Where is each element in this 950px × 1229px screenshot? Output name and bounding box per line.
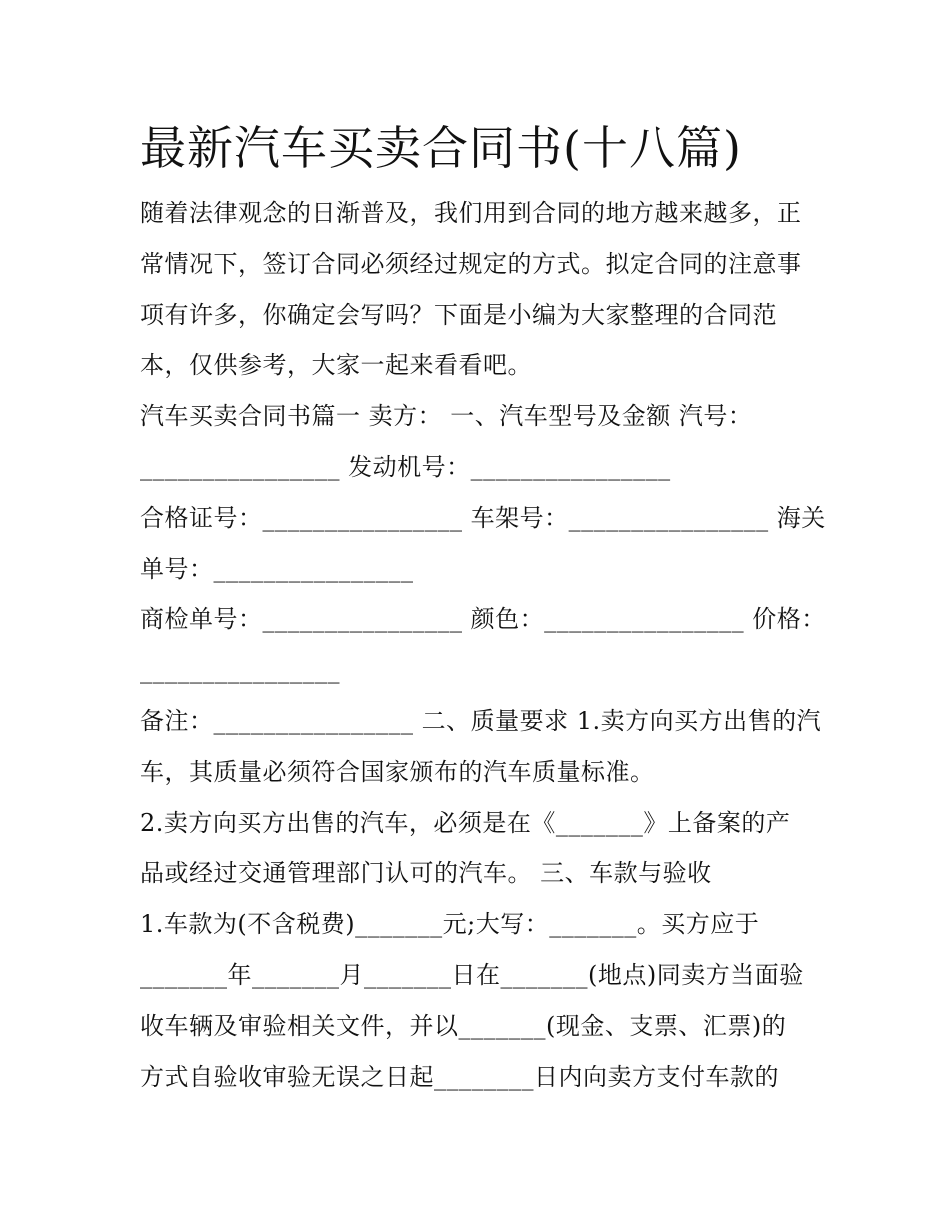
body-line: 收车辆及审验相关文件，并以_______(现金、支票、汇票)的: [140, 1011, 787, 1040]
body-line: 合格证号：________________ 车架号：________________ 海关: [140, 503, 826, 532]
document-page: [140, 112, 826, 1102]
body-line: 汽车买卖合同书篇一 卖方： 一、汽车型号及金额 汽号：: [140, 402, 753, 431]
body-line: 随着法律观念的日渐普及，我们用到合同的地方越来越多，正: [140, 199, 802, 227]
body-line: 方式自验收审验无误之日起________日内向卖方支付车款的: [140, 1062, 779, 1091]
body-line: 1.车款为(不含税费)_______元;大写：_______。买方应于: [140, 910, 760, 939]
document-title: 最新汽车买卖合同书(十八篇): [140, 121, 742, 175]
body-line: 本，仅供参考，大家一起来看看吧。: [140, 351, 532, 380]
body-line: 2.卖方向买方出售的汽车，必须是在《_______》上备案的产: [140, 808, 791, 837]
body-line: 车，其质量必须符合国家颁布的汽车质量标准。: [140, 757, 655, 786]
body-line: 项有许多，你确定会写吗？下面是小编为大家整理的合同范: [140, 300, 777, 329]
body-line: 单号：________________: [140, 554, 414, 583]
body-line: 品或经过交通管理部门认可的汽车。 三、车款与验收: [140, 859, 712, 888]
document-body: [140, 188, 826, 1102]
body-line: 备注：________________ 二、质量要求 1.卖方向买方出售的汽: [140, 706, 822, 735]
body-line: _______年_______月_______日在_______(地点)同卖方当面验: [140, 960, 804, 989]
body-line: ________________: [140, 656, 340, 685]
body-line: ________________ 发动机号：________________: [140, 452, 671, 481]
body-line: 常情况下，签订合同必须经过规定的方式。拟定合同的注意事: [140, 249, 802, 278]
body-line: 商检单号：________________ 颜色：________________ 价格：: [140, 605, 826, 634]
